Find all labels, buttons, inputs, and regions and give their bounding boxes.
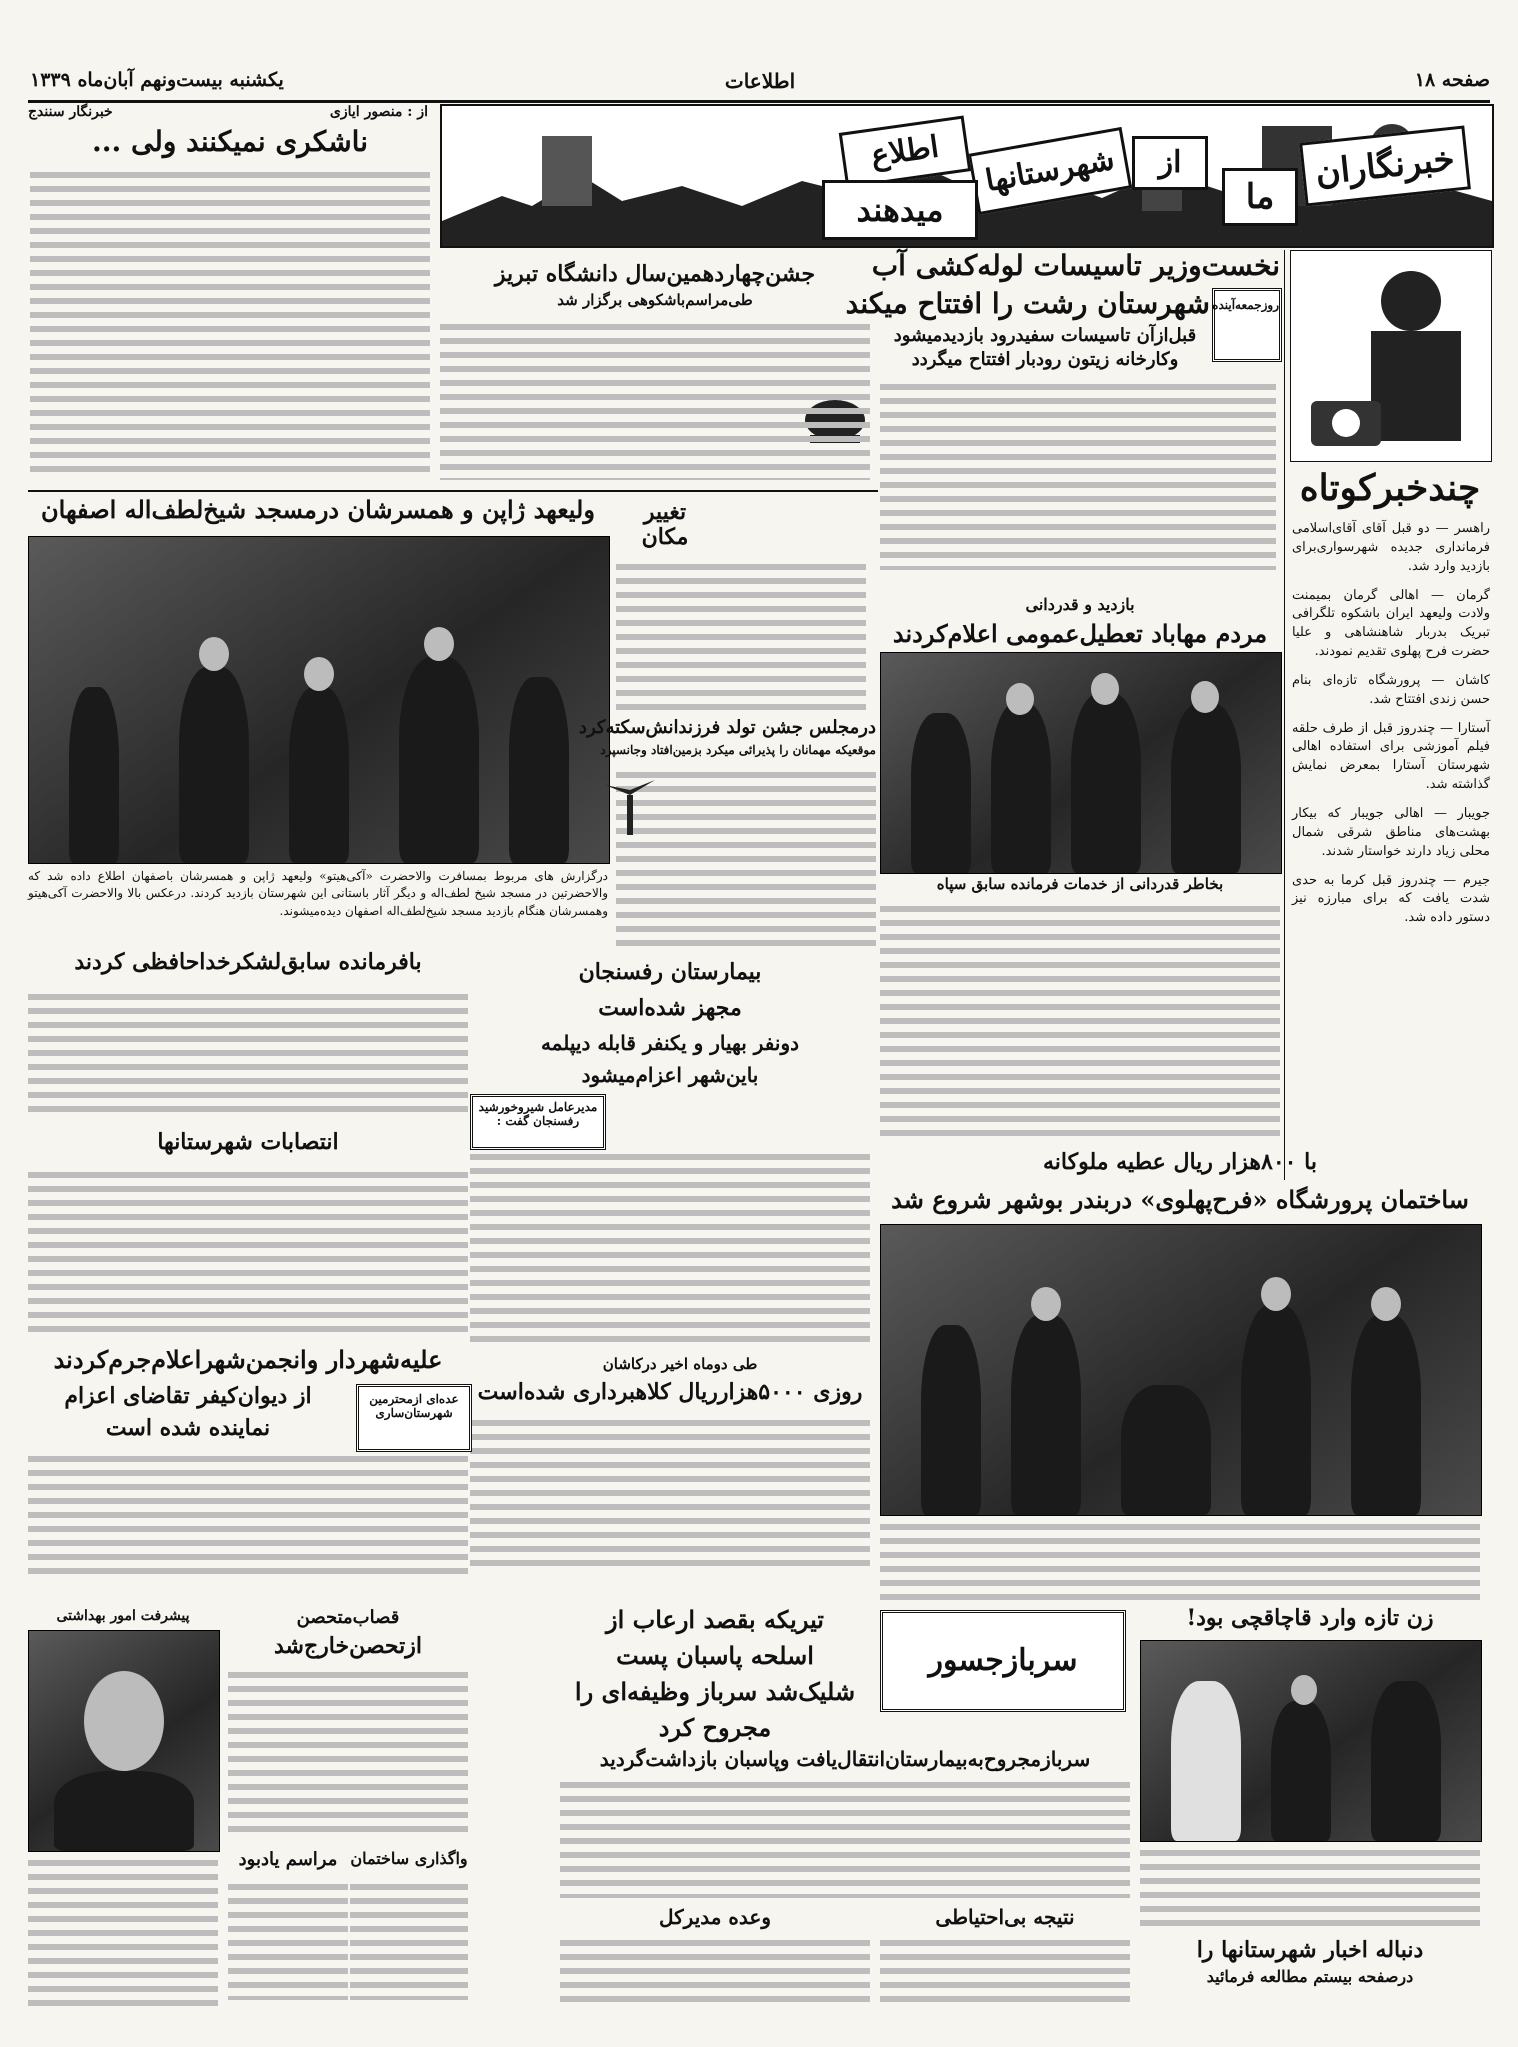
- mahabad-sub-1: بازدید و قدردانی: [1025, 595, 1135, 614]
- carelessness-body: [880, 1936, 1130, 2006]
- soldier-sub: سربازمجروح‌به‌بیمارستان‌انتقال‌یافت وپاسبان بازداشت‌گردید: [599, 1747, 1091, 1771]
- phone-illustration: [1290, 250, 1492, 462]
- soldier-box: سربازجسور: [880, 1610, 1126, 1712]
- paper-name: اطلاعات: [724, 69, 796, 93]
- construction-headline: واگذاری ساختمان: [350, 1849, 468, 1868]
- tabriz-headline: جشن‌چهاردهمین‌سال دانشگاه تبریز: [494, 261, 816, 287]
- sanandaj-byline: [28, 104, 428, 124]
- rafsanjan-headline-4: باین‌شهر اعزام‌میشود: [581, 1063, 759, 1087]
- mahabad-headline: مردم مهاباد تعطیل‌عمومی اعلام‌کردند: [892, 619, 1268, 648]
- byline-role: خبرنگار سنندج: [28, 104, 113, 120]
- butcher-body: [228, 1668, 468, 1838]
- banner-word-3: از: [1132, 136, 1208, 190]
- appointments-body: [28, 1168, 468, 1338]
- tabriz-body: [440, 320, 870, 480]
- section-rule: [28, 490, 878, 492]
- soldier-headline-2: اسلحه پاسبان پست: [616, 1641, 814, 1670]
- orphanage-kicker: با ۸۰۰هزار ریال عطیه ملوکانه: [1043, 1149, 1317, 1175]
- banner-word-2: ما: [1222, 168, 1298, 226]
- memorial-body: [228, 1880, 348, 2000]
- sanandaj-body: [30, 168, 430, 478]
- byline-author: از : منصور ایازی: [329, 104, 428, 120]
- orphanage-photo: [880, 1224, 1482, 1516]
- sari-sub-1: از دیوان‌کیفر تقاضای اعزام: [64, 1383, 312, 1409]
- issue-date: یکشنبه بیست‌ونهم آبان‌ماه ۱۳۳۹: [30, 69, 284, 91]
- rasht-tag: روزجمعه‌آینده: [1212, 288, 1282, 362]
- isfahan-caption: درگزارش های مربوط بمسافرت والاحضرت «آکی‌هیتو» ولیعهد ژاپن و همسرشان باصفهان اطلاع داده شد که والاحضرتین در مسجد شیخ لطف‌اله و دیگر آثار باستانی این شهرستان بازدید کردند. درعکس بالا والاحضرت آکی‌هیتو وهمسرشان هنگام بازدید مسجد شیخ‌لطف‌اله اصفهان دیده‌میشوند.: [28, 869, 608, 918]
- smuggler-headline: زن تازه وارد قاچاقچی بود!: [1186, 1605, 1434, 1631]
- butcher-kicker: قصاب‌متحصن: [296, 1607, 400, 1628]
- memorial-headline: مراسم یادبود: [238, 1849, 338, 1870]
- health-portrait: [28, 1630, 220, 1852]
- change-place-body: [616, 560, 866, 710]
- soldier-headline-4: مجروح کرد: [658, 1713, 772, 1742]
- carelessness-headline: نتیجه بی‌احتیاطی: [935, 1905, 1075, 1929]
- column-rule: [1284, 250, 1285, 1180]
- sari-body: [28, 1452, 468, 1582]
- telephone-icon: [1291, 251, 1491, 461]
- kashan-kicker: طی دوماه اخیر درکاشان: [602, 1355, 758, 1373]
- mahabad-sub-2: بخاطر قدردانی از خدمات فرمانده سابق سپاه: [936, 875, 1224, 893]
- sari-headline: علیه‌شهردار وانجمن‌شهراعلام‌جرم‌کردند: [53, 1345, 443, 1374]
- mahabad-photo: [880, 652, 1282, 874]
- short-news-item: راهسر — دو قبل آقای آقای‌اسلامی فرمانداری جدیده شهرسواری‌برای بازدید وارد شد.: [1292, 521, 1490, 574]
- sanandaj-headline: ناشکری نمیکنند ولی ...: [92, 125, 368, 158]
- rasht-body: [880, 380, 1276, 570]
- short-news-item: جیرم — چندروز قبل کرما به حدی شدت یافت که برای مبارزه نیز دستور داده شد.: [1292, 872, 1490, 926]
- rasht-sub-2: وکارخانه زیتون رودبار افتتاح میگردد: [911, 349, 1179, 370]
- butcher-headline: ازتحصن‌خارج‌شد: [274, 1633, 422, 1659]
- orphanage-headline: ساختمان پرورشگاه «فرح‌پهلوی» دربندر بوشهر شروع شد: [891, 1185, 1469, 1214]
- health-kicker: پیشرفت امور بهداشتی: [56, 1608, 190, 1624]
- rafsanjan-box: مدیرعامل شیروخورشید رفسنجان گفت :: [470, 1094, 606, 1150]
- smuggler-photo: [1140, 1640, 1482, 1842]
- short-news-item: کاشان — پرورشگاه تازه‌ای بنام حسن زندی افتتاح شد.: [1292, 672, 1490, 707]
- construction-body: [350, 1880, 468, 2000]
- promise-headline: وعده مدیرکل: [658, 1905, 771, 1929]
- rasht-headline-2: شهرستان رشت را افتتاح میکند: [845, 287, 1210, 320]
- tabriz-sub: طی‌مراسم‌باشکوهی برگزار شد: [557, 291, 753, 309]
- short-news-item: گرمان — اهالی گرمان بمیمنت ولادت ولیعهد ایران باشکوه تلگرافی تبریک بدربار شاهنشاهی و علیا حضرت فرح پهلوی تقدیم نمودند.: [1292, 587, 1490, 660]
- rafsanjan-headline-3: دونفر بهیار و یکنفر قابله دیپلمه: [540, 1031, 800, 1055]
- rafsanjan-body: [470, 1150, 870, 1350]
- abadan-sub: موقعیکه مهمانان را پذیرائی میکرد بزمین‌افتاد وجانسپرد: [600, 743, 876, 757]
- banner-word-6: میدهند: [822, 180, 978, 240]
- change-place-headline: تغییر مکان: [641, 499, 689, 551]
- banner-word-4: شهرستانها: [968, 127, 1132, 215]
- soldier-headline-1: تیریکه بقصد ارعاب از: [605, 1605, 824, 1634]
- short-news-item: آستارا — چندروز قبل از طرف حلقه فیلم آموزشی برای استفاده اهالی شهرستان آستارا بمعرض نمایش گذاشته شد.: [1292, 720, 1490, 793]
- army-farewell-body: [28, 990, 468, 1120]
- rafsanjan-headline-2: مجهز شده‌است: [598, 995, 742, 1021]
- rasht-headline: نخست‌وزیر تاسیسات لوله‌کشی آب: [871, 249, 1280, 282]
- orphanage-caption: [880, 1520, 1480, 1600]
- isfahan-headline: ولیعهد ژاپن و همسرشان درمسجد شیخ‌لطف‌اله اصفهان: [41, 495, 595, 524]
- army-farewell-headline: بافرمانده سابق‌لشکرخداحافظی کردند: [74, 949, 422, 975]
- appointments-headline: انتصابات شهرستانها: [157, 1129, 339, 1155]
- soldier-body: [560, 1778, 1130, 1898]
- short-news-item: جویبار — اهالی جویبار که بیکار بهشت‌های مناطق شرقی شمال محلی زیاد دارند خواستار شدند.: [1292, 805, 1490, 859]
- smuggler-caption: [1140, 1846, 1480, 1926]
- health-body: [28, 1856, 218, 2006]
- page-number: صفحه ۱۸: [1414, 69, 1490, 91]
- continued-sub: درصفحه بیستم مطالعه فرمائید: [1206, 1967, 1414, 1986]
- isfahan-photo: [28, 536, 610, 864]
- short-news-title: چندخبرکوتاه: [1299, 467, 1481, 509]
- short-news-list: [1292, 520, 1490, 1180]
- rasht-sub-1: قبل‌ازآن تاسیسات سفیدرود بازدیدمیشود: [893, 325, 1197, 346]
- sari-box: عده‌ای ازمحترمین شهرستان‌ساری: [356, 1384, 472, 1452]
- rafsanjan-headline-1: بیمارستان رفسنجان: [578, 959, 762, 985]
- banner: [440, 104, 1494, 248]
- abadan-headline: درمجلس جشن تولد فرزندانش‌سکته‌کرد: [578, 717, 876, 738]
- banner-word-5: اطلاع: [839, 116, 972, 189]
- soldier-headline-3: شلیک‌شد سرباز وظیفه‌ای را: [574, 1677, 856, 1706]
- mahabad-body: [880, 902, 1280, 1142]
- masthead-rule: [28, 100, 1490, 103]
- sari-sub-2: نماینده شده است: [105, 1415, 271, 1441]
- promise-body: [560, 1936, 870, 2006]
- kashan-headline: روزی ۵۰۰۰هزارریال کلاهبرداری شده‌است: [477, 1379, 863, 1405]
- kashan-body: [470, 1416, 870, 1566]
- banner-word-1: خبرنگاران: [1299, 125, 1471, 206]
- palm-tree-icon: [600, 770, 660, 840]
- continued-headline: دنباله اخبار شهرستانها را: [1196, 1937, 1424, 1963]
